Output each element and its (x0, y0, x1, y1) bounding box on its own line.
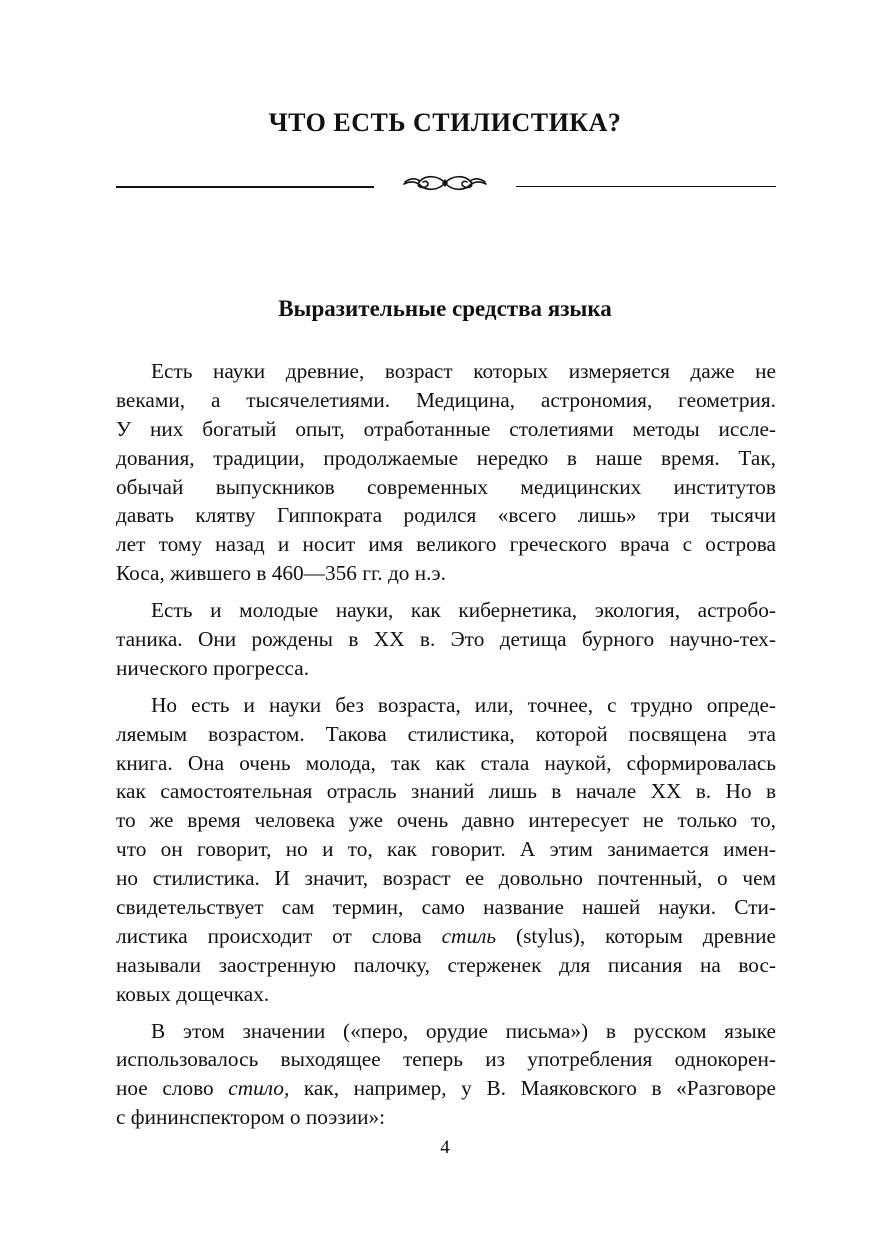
text-line: У них богатый опыт, отработанные столетиями методы иссле- (116, 416, 776, 441)
paragraph (116, 357, 776, 588)
text-line: В этом значении («перо, орудие письма») в русском языке (151, 1018, 776, 1043)
text-fragment: как, например, у В. Маяковского в «Разговоре (289, 1076, 776, 1101)
section-title: Выразительные средства языка (278, 296, 612, 321)
page-number: 4 (440, 1137, 450, 1158)
text-line: ковых дощечках. (116, 981, 270, 1006)
text-line: что он говорит, но и то, как говорит. А этим занимается имен- (116, 837, 776, 862)
text-line-with-italic (116, 922, 776, 951)
text-line: то же время человека уже очень давно интересует не только то, (116, 808, 776, 833)
chapter-title: ЧТО ЕСТЬ СТИЛИСТИКА? (268, 108, 622, 137)
text-line: как самостоятельная отрасль знаний лишь в начале XX в. Но в (116, 779, 776, 804)
text-line: Есть науки древние, возраст которых измеряется даже не (151, 359, 776, 383)
paragraph (116, 596, 776, 683)
text-line: но стилистика. И значит, возраст ее довольно почтенный, о чем (116, 866, 776, 891)
text-line: использовалось выходящее теперь из употребления однокорен- (116, 1047, 776, 1072)
body-text (116, 357, 776, 1132)
text-line: Есть и молодые науки, как кибернетика, экология, астробо- (151, 598, 776, 623)
text-line: называли заостренную палочку, стерженек для писания на вос- (116, 952, 776, 977)
text-line: Но есть и науки без возраста, или, точнее, с трудно опреде- (151, 692, 776, 717)
text-line: веками, а тысячелетиями. Медицина, астрономия, геометрия. (116, 387, 776, 412)
text-line: лет тому назад и носит имя великого греческого врача с острова (116, 532, 776, 557)
text-fragment: (stylus), которым древние (496, 923, 777, 948)
title-rule-left (116, 186, 374, 188)
text-fragment: ное слово (116, 1076, 229, 1101)
italic-term: стило, (228, 1076, 290, 1101)
text-line: с фининспектором о поэзии»: (116, 1105, 386, 1130)
text-line: свидетельствует сам термин, само название нашей науки. Сти- (116, 895, 776, 920)
text-line: давать клятву Гиппократа родился «всего лишь» три тысячи (116, 503, 776, 528)
text-line: ляемым возрастом. Такова стилистика, которой посвящена эта (116, 721, 776, 746)
paragraph (116, 1017, 776, 1133)
text-line-with-italic (116, 1074, 776, 1103)
paragraph (116, 691, 776, 1009)
text-fragment: листика происходит от слова (116, 923, 442, 948)
text-line: дования, традиции, продолжаемые нередко в наше время. Так, (116, 445, 776, 470)
text-line: Коса, жившего в 460—356 гг. до н.э. (116, 561, 446, 586)
flourish-ornament-icon (400, 172, 490, 194)
italic-term: стиль (441, 923, 497, 948)
text-line: обычай выпускников современных медицинских институтов (116, 474, 776, 499)
title-rule-right (516, 186, 776, 187)
text-line: таника. Они рождены в XX в. Это детища бурного научно-тех- (116, 627, 776, 652)
text-line: книга. Она очень молода, так как стала наукой, сформировалась (116, 750, 776, 775)
text-line: нического прогресса. (116, 655, 310, 680)
